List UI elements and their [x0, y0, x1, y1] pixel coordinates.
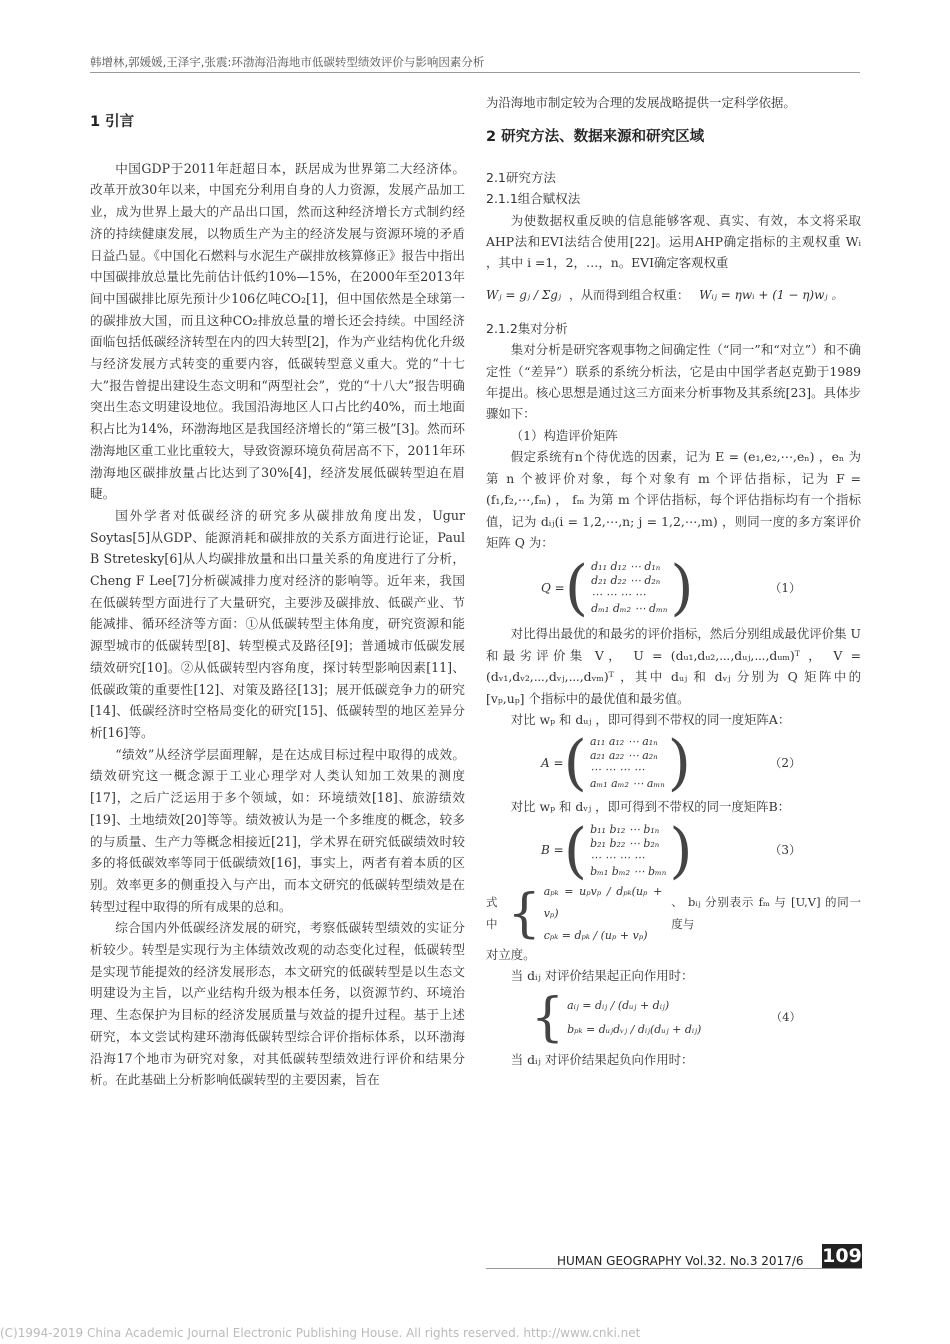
matrix-row: bₘ₁ bₘ₂ ⋯ bₘₙ: [590, 864, 667, 878]
equation-4: { aᵢⱼ = dᵢⱼ / (dᵤⱼ + dᵢⱼ) bₚₖ = dᵤⱼdᵥⱼ / dᵢⱼ(dᵤⱼ + dᵢⱼ) （4）: [531, 987, 801, 1048]
paragraph-2: 国外学者对低碳经济的研究多从碳排放角度出发，Ugur Soytas[5]从GDP、能源消耗和碳排放的关系方面进行论证，Paul B Stretesky[6]从人均碳排放量和出口量关系的角度进行了分析，Cheng F Lee[7]分析碳减排力度对经济的影响等。近年来，我国在低碳转型方面进行了大量研究，主要涉及碳排放、低碳产业、节能减排、循环经济等方面：①从低碳转型主体角度，研究资源和能源型城市的低碳转型[8]、转型模式及路径[9]；普通城市低碳发展绩效研究[10]。②从低碳转型内容角度，探讨转型影响因素[11]、低碳政策的重要性[12]、对策及路径[13]；展开低碳竞争力的研究[14]、低碳经济时空格局变化的研究[15]、低碳转型的地区差异分析[16]等。: [90, 507, 465, 740]
assume-paragraph: 假定系统有n个待优选的因素，记为 E = (e₁,e₂,⋯,eₙ) ，eₙ 为第 n 个被评价对象，每个对象有 m 个评估指标，记为 F = (f₁,f₂,⋯,fₘ) ， fₘ 为第 m 个评估指标，每个评估指标均有一个指标值，记为 dᵢⱼ(i = 1,2,⋯,n; j = 1,2,⋯,m) ，则同一度的多方案评价矩阵 Q 为：: [486, 449, 861, 550]
compare-b-paragraph: 对比 wₚ 和 dᵥⱼ ，即可得到不带权的同一度矩阵B：: [510, 799, 791, 815]
eq2-lhs: A =: [541, 755, 564, 770]
header-rule: [90, 72, 860, 73]
matrix-row: b₂₁ b₂₂ ⋯ b₂ₙ: [590, 836, 660, 850]
where-suffix: 、 bᵢⱼ 分别表示 fₘ 与 [U,V] 的同一度与: [671, 895, 861, 931]
subsection-2-1: 2.1研究方法: [486, 169, 556, 185]
matrix-row: a₂₁ a₂₂ ⋯ a₂ₙ: [589, 749, 658, 763]
matrix-row: aₘ₁ aₘ₂ ⋯ aₘₙ: [589, 777, 665, 791]
equation-1: [486, 553, 861, 623]
subsection-2-1-2: 2.1.2集对分析: [486, 320, 568, 336]
eq3-number: （3）: [769, 843, 801, 858]
matrix-b: ( b₁₁ b₁₂ ⋯ b₁ₙ b₂₁ b₂₂ ⋯ b₂ₙ ⋯ ⋯ ⋯ ⋯ bₘ₁ bₘ₂ ⋯ bₘₙ ): [563, 815, 693, 886]
matrix-row: d₂₁ d₂₂ ⋯ d₂ₙ: [591, 574, 661, 588]
weight-equation: [486, 274, 861, 318]
page-number: 109: [822, 1245, 862, 1267]
subsection-2-1-1: 2.1.1组合赋权法: [486, 191, 581, 207]
positive-condition: 当 dᵢⱼ 对评价结果起正向作用时：: [510, 968, 694, 984]
eq4-number: （4）: [770, 1009, 801, 1024]
weight-eq-text: ，从而得到组合权重：: [569, 288, 690, 303]
where-prefix: 式中: [486, 895, 498, 931]
matrix-a: ( a₁₁ a₁₂ ⋯ a₁ₙ a₂₁ a₂₂ ⋯ a₂ₙ ⋯ ⋯ ⋯ ⋯ aₘ₁ aₘ₂ ⋯ aₘₙ ): [563, 728, 692, 799]
section1-title: 1 引言: [90, 114, 135, 130]
journal-info: HUMAN GEOGRAPHY Vol.32. No.3 2017/6: [557, 1254, 804, 1268]
paragraph-1: 中国GDP于2011年赶超日本，跃居成为世界第二大经济体。改革开放30年以来，中国充分利用自身的人力资源，发展产品加工业，成为世界上最大的产品出口国，然而这种经济增长方式制约经济的持续健康发展，以物质生产为主的经济发展与资源环境的矛盾日益凸显。《中国化石燃料与水泥生产碳排放核算修正》报告中指出中国碳排放总量比先前估计低约10%—15%，在2000年至2013年间中国碳排比原先预计少106亿吨CO₂[1]，但中国依然是全球第一的碳排放大国，而且这种CO₂排放总量的增长还会持续。中国经济面临包括低碳经济转型在内的四大转型[2]，作为产业结构优化升级与经济发展方式转变的重要内容，低碳转型意义重大。党的“十七大”报告曾提出建设生态文明和“两型社会”，党的“十八大”报告明确突出生态文明建设地位。我国沿海地区人口占比约40%，而土地面积占比为14%，环渤海地区是我国经济增长的“第三极”[3]。然而环渤海地区重工业比重较大，导致资源环境负荷居高不下，2011年环渤海地区碳排放量占比达到了30%[4]，经济发展低碳转型迫在眉睫。: [90, 160, 465, 502]
running-header: 韩增林,郭媛媛,王泽宇,张震:环渤海沿海地市低碳转型绩效评价与影响因素分析: [90, 55, 485, 69]
where-equation: 式中 { aₚₖ = uₚvₚ / dₚₖ(uₚ + vₚ) cₚₖ = dₚₖ / (uₚ + vₚ) 、 bᵢⱼ 分别表示 fₘ 与 [U,V] 的同一度与: [486, 884, 861, 944]
compare-a-paragraph: 对比 wₚ 和 dᵤⱼ ，即可得到不带权的同一度矩阵A：: [510, 711, 791, 727]
footer-rule: [486, 1268, 862, 1269]
matrix-row: ⋯ ⋯ ⋯ ⋯: [589, 763, 645, 777]
equation-3: [486, 815, 861, 886]
intro-ending: 为沿海地市制定较为合理的发展战略提供一定科学依据。: [486, 95, 796, 110]
matrix-row: b₁₁ b₁₂ ⋯ b₁ₙ: [590, 822, 660, 836]
weight-paragraph: 为使数据权重反映的信息能够客观、真实、有效，本文将采取AHP法和EVI法结合使用[22]。运用AHP确定指标的主观权重 Wᵢ ，其中 i =1，2，…，n。EVI确定客观权重: [486, 212, 861, 271]
paragraph-4: 综合国内外低碳经济发展的研究，考察低碳转型绩效的实证分析较少。转型是实现行为主体绩效改观的动态变化过程，低碳转型是实现节能提效的经济发展形态，本文研究的低碳转型是以生态文明建设为主旨，以产业结构升级为根本任务，以资源节约、环境治理、生态保护为目标的经济发展质量与效益的提升过程。基于上述研究，本文尝试构建环渤海低碳转型综合评价指标体系，以环渤海沿海17个地市为研究对象，对其低碳转型绩效进行评价和结果分析。在此基础上分析影响低碳转型的主要因素，旨在: [90, 920, 465, 1088]
eq3-lhs: B =: [541, 843, 564, 858]
eq1-lhs: Q =: [541, 580, 565, 595]
weight-eq-right: Wᵢⱼ = ηwᵢ + (1 − η)wⱼ 。: [699, 288, 844, 303]
setpair-paragraph: 集对分析是研究客观事物之间确定性（“同一”和“对立”）和不确定性（“差异”）联系的系统分析法，它是由中国学者赵克勤于1989年提出。核心思想是通过这三方面来分析事物及其系统[23]。具体步骤如下：: [486, 342, 861, 422]
eq4-row: aᵢⱼ = dᵢⱼ / (dᵤⱼ + dᵢⱼ): [567, 998, 670, 1012]
equation-2: [486, 728, 861, 799]
matrix-row: d₁₁ d₁₂ ⋯ d₁ₙ: [591, 560, 661, 574]
matrix-row: a₁₁ a₁₂ ⋯ a₁ₙ: [589, 735, 658, 749]
compare-paragraph: 对比得出最优的和最劣的评价指标，然后分别组成最优评价集 U 和最劣评价集 V， U = (dᵤ₁,dᵤ₂,⋯,dᵤⱼ,⋯,dᵤₘ)ᵀ ， V = (dᵥ₁,dᵥ₂,⋯,dᵥⱼ,⋯,dᵥₘ)ᵀ ，其中 dᵤⱼ 和 dᵥⱼ 分别为 Q 矩阵中的 [vₚ,uₚ] 个指标中的最优值和最劣值。: [486, 626, 861, 706]
opposite-text: 对立度。: [486, 946, 536, 962]
eq4-row: bₚₖ = dᵤⱼdᵥⱼ / dᵢⱼ(dᵤⱼ + dᵢⱼ): [567, 1022, 702, 1036]
step1-label: （1）构造评价矩阵: [510, 427, 618, 443]
negative-condition: 当 dᵢⱼ 对评价结果起负向作用时：: [510, 1051, 694, 1067]
right-column: [486, 92, 861, 1070]
weight-eq-left: Wⱼ = gⱼ / Σgⱼ: [486, 288, 562, 303]
left-column: [90, 92, 465, 1091]
copyright-watermark: (C)1994-2019 China Academic Journal Electronic Publishing House. All rights reserved. http://www.cnki.net: [0, 1326, 641, 1340]
eq1-number: （1）: [769, 580, 801, 595]
eq2-number: （2）: [769, 755, 801, 770]
matrix-q: ( d₁₁ d₁₂ ⋯ d₁ₙ d₂₁ d₂₂ ⋯ d₂ₙ ⋯ ⋯ ⋯ ⋯ dₘ₁ dₘ₂ ⋯ dₘₙ ): [564, 553, 694, 624]
where-row: cₚₖ = dₚₖ / (uₚ + vₚ): [543, 928, 648, 942]
matrix-row: ⋯ ⋯ ⋯ ⋯: [591, 588, 646, 602]
section2-title: 2 研究方法、数据来源和研究区域: [486, 129, 705, 146]
where-row: aₚₖ = uₚvₚ / dₚₖ(uₚ + vₚ): [543, 884, 663, 920]
paragraph-3: “绩效”从经济学层面理解，是在达成目标过程中取得的成效。绩效研究这一概念源于工业心理学对人类认知加工效果的测度[17]，之后广泛运用于多个领域，如：环境绩效[18]、旅游绩效[19]、土地绩效[20]等等。绩效被认为是一个多维度的概念，较多的与质量、生产力等概念相接近[21]，学术界在研究低碳绩效时较多的将低碳效率等同于低碳绩效[16]，事实上，两者有着本质的区别。效率更多的侧重投入与产出，而本文研究的低碳转型绩效是在转型过程中取得的所有成果的总和。: [90, 746, 465, 914]
matrix-row: ⋯ ⋯ ⋯ ⋯: [590, 850, 645, 864]
matrix-row: dₘ₁ dₘ₂ ⋯ dₘₙ: [591, 602, 668, 616]
